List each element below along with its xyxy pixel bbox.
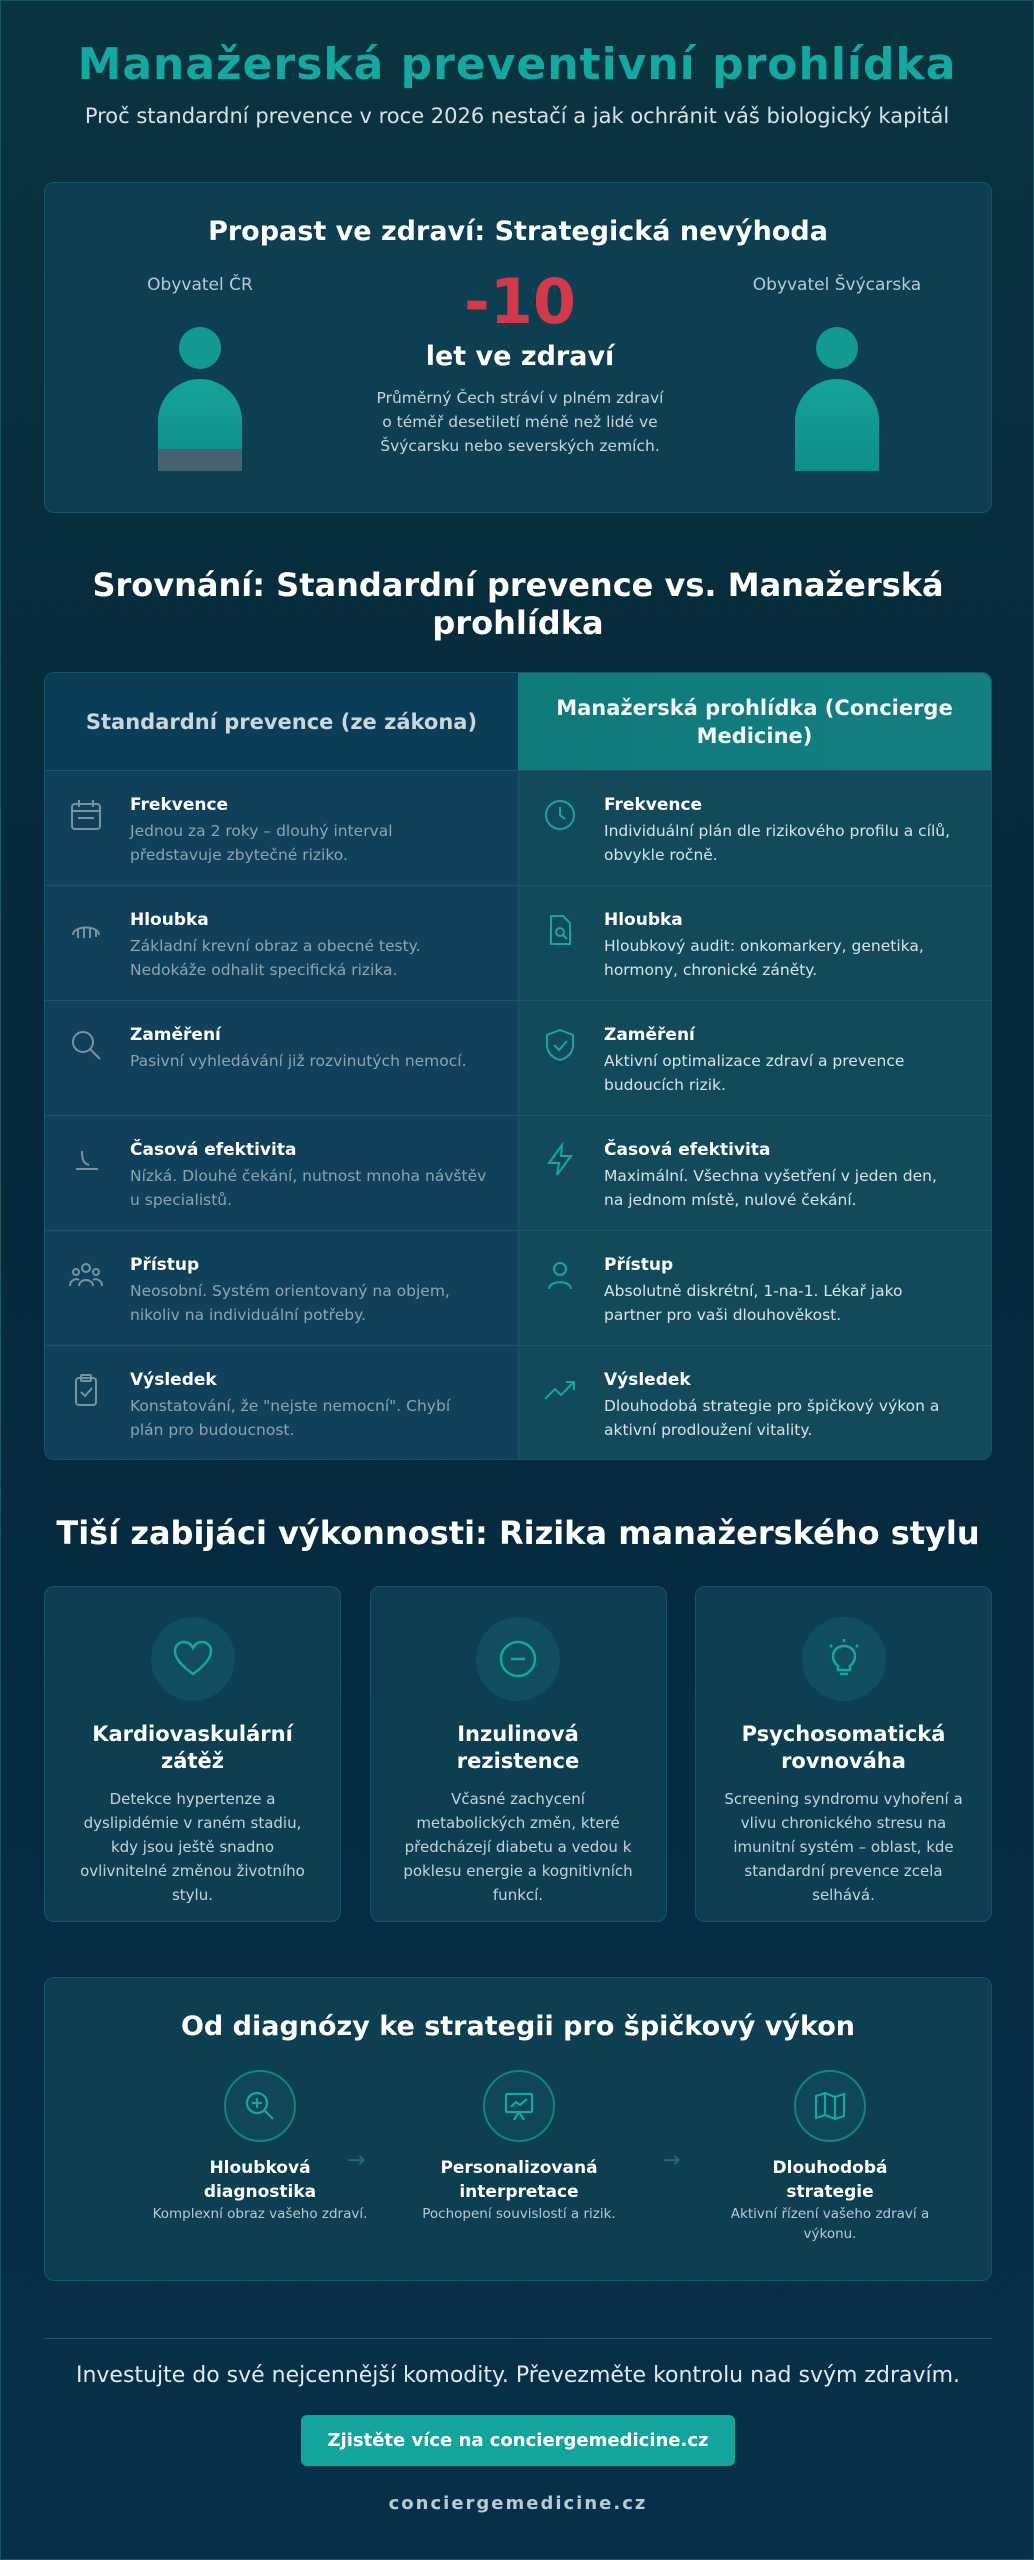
cell-text: Aktivní optimalizace zdraví a prevence budoucích rizik.	[604, 1052, 905, 1094]
lightning-icon	[541, 1141, 579, 1179]
cell-text: Pasivní vyhledávání již rozvinutých nemocí.	[130, 1052, 467, 1070]
users-icon	[67, 1256, 105, 1294]
file-search-icon	[541, 911, 579, 949]
cell-title: Hloubka	[130, 910, 209, 930]
user-icon	[541, 1256, 579, 1294]
cell-title: Zaměření	[130, 1025, 221, 1045]
comparison-row	[45, 885, 991, 1000]
divider	[44, 2338, 992, 2339]
manager-checkup-header: Manažerská prohlídka (Concierge Medicine)	[518, 673, 991, 770]
health-gap-title: Propast ve zdraví: Strategická nevýhoda	[208, 216, 828, 247]
risk-title: Psychosomatická rovnováha	[741, 1722, 946, 1773]
risk-title: Inzulinová rezistence	[456, 1722, 580, 1773]
person-ch-icon	[792, 327, 882, 472]
stat-label: let ve zdraví	[425, 341, 615, 372]
health-gap-card	[44, 182, 992, 513]
standard-cell	[45, 1231, 518, 1345]
standard-cell	[45, 1116, 518, 1230]
arrow-right-icon: →	[662, 2148, 681, 2173]
presentation-icon	[501, 2088, 537, 2124]
clock-icon	[541, 796, 579, 834]
manager-cell	[518, 1231, 991, 1345]
strategy-title: Od diagnózy ke strategii pro špičkový výkon	[180, 2011, 856, 2042]
comparison-row	[45, 1115, 991, 1230]
strategy-card	[44, 1977, 992, 2281]
cell-text: Absolutně diskrétní, 1-na-1. Lékař jako partner pro vaši dlouhověkost.	[604, 1282, 903, 1324]
cell-title: Zaměření	[604, 1025, 695, 1045]
step-text: Aktivní řízení vašeho zdraví a výkonu.	[730, 2206, 930, 2242]
person-cz	[100, 275, 300, 472]
cell-text: Konstatování, že "nejste nemocní". Chybí plán pro budoucnost.	[130, 1397, 451, 1439]
hourglass-icon	[67, 1141, 105, 1179]
comparison-row	[45, 1230, 991, 1345]
risk-text: Detekce hypertenze a dyslipidémie v raném stadiu, kdy jsou ještě snadno ovlivnitelné změnou životního stylu.	[80, 1790, 305, 1904]
stat-value: -10	[463, 265, 576, 338]
cell-text: Neosobní. Systém orientovaný na objem, nikoliv na individuální potřeby.	[130, 1282, 450, 1324]
page-subtitle: Proč standardní prevence v roce 2026 nestačí a jak ochránit váš biologický kapitál	[84, 104, 950, 128]
shield-check-icon	[541, 1026, 579, 1064]
page-title: Manažerská preventivní prohlídka	[77, 39, 957, 90]
clipboard-check-icon	[67, 1371, 105, 1409]
step-title: Personalizovaná interpretace	[440, 2158, 598, 2202]
manager-cell	[518, 1346, 991, 1460]
lightbulb-icon	[822, 1637, 866, 1681]
hero	[1, 1, 1033, 128]
cell-title: Časová efektivita	[130, 1140, 297, 1160]
risks-list	[44, 1586, 992, 1922]
cell-text: Nízká. Dlouhé čekání, nutnost mnoha návštěv u specialistů.	[130, 1167, 487, 1209]
cell-title: Frekvence	[604, 795, 703, 815]
manager-cell	[518, 1116, 991, 1230]
comparison-row	[45, 770, 991, 885]
cell-text: Dlouhodobá strategie pro špičkový výkon a aktivní prodloužení vitality.	[604, 1397, 940, 1439]
magnifier-icon	[67, 1026, 105, 1064]
cell-title: Přístup	[604, 1255, 674, 1275]
risk-card	[695, 1586, 992, 1922]
map-icon	[812, 2088, 848, 2124]
cell-title: Časová efektivita	[604, 1140, 771, 1160]
cell-title: Přístup	[130, 1255, 200, 1275]
manager-cell	[518, 1001, 991, 1115]
risk-title: Kardiovaskulární zátěž	[92, 1722, 293, 1773]
comparison-row	[45, 1345, 991, 1460]
risk-text: Včasné zachycení metabolických změn, které předcházejí diabetu a vedou k poklesu energie a kognitivních funkcí.	[403, 1790, 633, 1904]
cell-title: Výsledek	[604, 1370, 691, 1390]
standard-cell	[45, 1001, 518, 1115]
cell-title: Hloubka	[604, 910, 683, 930]
strategy-step	[710, 2070, 950, 2244]
risks-title: Tiší zabijáci výkonnosti: Rizika manažerského stylu	[56, 1514, 980, 1552]
manager-cell	[518, 771, 991, 885]
footer-url: conciergemedicine.cz	[388, 2493, 648, 2514]
cta-text: Investujte do své nejcennější komodity. Převezměte kontrolu nad svým zdravím.	[75, 2363, 961, 2388]
risk-text: Screening syndromu vyhoření a vlivu chronického stresu na imunitní systém – oblast, kde standardní prevence zcela selhává.	[724, 1790, 963, 1904]
cell-text: Maximální. Všechna vyšetření v jeden den, na jednom místě, nulové čekání.	[604, 1167, 937, 1209]
trending-up-icon	[541, 1371, 579, 1409]
calendar-icon	[67, 796, 105, 834]
cell-text: Individuální plán dle rizikového profilu a cílů, obvykle ročně.	[604, 822, 951, 864]
cell-text: Hloubkový audit: onkomarkery, genetika, hormony, chronické záněty.	[604, 937, 924, 979]
heart-icon	[171, 1637, 215, 1681]
person-cz-icon	[155, 327, 245, 472]
risk-card	[44, 1586, 341, 1922]
health-gap-stat	[375, 265, 665, 458]
zoom-in-icon	[242, 2088, 278, 2124]
standard-cell	[45, 771, 518, 885]
risk-card	[370, 1586, 667, 1922]
cell-text: Základní krevní obraz a obecné testy. Nedokáže odhalit specifická rizika.	[130, 937, 421, 979]
cell-text: Jednou za 2 roky – dlouhý interval představuje zbytečné riziko.	[130, 822, 393, 864]
manager-cell	[518, 886, 991, 1000]
comparison-row	[45, 1000, 991, 1115]
standard-cell	[45, 1346, 518, 1460]
arrow-right-icon: →	[347, 2148, 366, 2173]
comparison-header	[45, 673, 991, 770]
hand-icon	[67, 911, 105, 949]
step-title: Dlouhodobá strategie	[772, 2158, 888, 2202]
cell-title: Výsledek	[130, 1370, 217, 1390]
strategy-step	[140, 2070, 380, 2224]
cell-title: Frekvence	[130, 795, 229, 815]
standard-prevention-header: Standardní prevence (ze zákona)	[45, 673, 518, 770]
step-title: Hloubková diagnostika	[203, 2158, 317, 2202]
standard-cell	[45, 886, 518, 1000]
person-cz-label: Obyvatel ČR	[147, 275, 253, 295]
strategy-step	[399, 2070, 639, 2224]
comparison-table	[44, 672, 992, 1460]
person-ch	[737, 275, 937, 472]
stat-description: Průměrný Čech stráví v plném zdraví o téměř desetiletí méně než lidé ve Švýcarsku nebo severských zemích.	[376, 389, 664, 455]
step-text: Komplexní obraz vašeho zdraví.	[152, 2206, 368, 2222]
comparison-title: Srovnání: Standardní prevence vs. Manažerská prohlídka	[92, 566, 944, 642]
minus-circle-icon	[496, 1637, 540, 1681]
step-text: Pochopení souvislostí a rizik.	[422, 2206, 616, 2222]
person-ch-label: Obyvatel Švýcarska	[752, 275, 922, 295]
cta-button[interactable]: Zjistěte více na conciergemedicine.cz	[301, 2415, 735, 2466]
